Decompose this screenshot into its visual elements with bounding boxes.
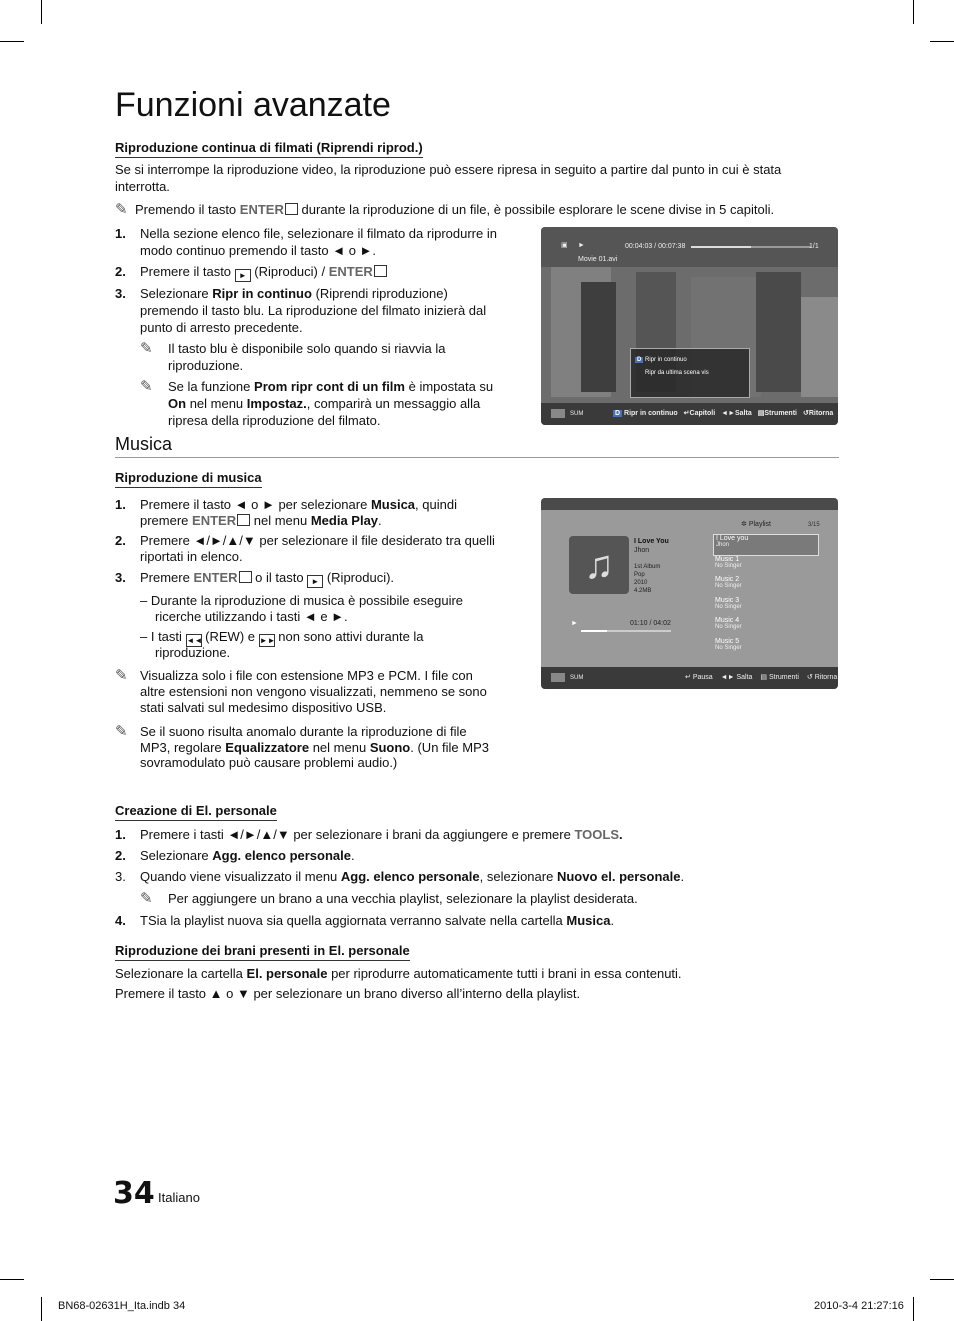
step-text: Premere il tasto ► (Riproduci) / ENTER	[140, 263, 387, 280]
step-number: 3.	[115, 869, 126, 884]
section-title: Musica	[115, 434, 173, 454]
playlist-item: I Love you Jhon	[713, 534, 819, 556]
arrows-icon: ◄►	[721, 410, 735, 417]
step-text: punto di arresto precedente.	[140, 320, 303, 335]
note-text: sovramodulato può causare problemi audio.)	[140, 755, 398, 770]
resume-option: Ripr da ultima scena vis	[645, 370, 709, 376]
note-text: riproduzione.	[168, 358, 244, 373]
playlist-item: Music 4 No Singer	[715, 617, 742, 630]
crop-mark	[913, 0, 914, 24]
enter-icon	[237, 514, 250, 526]
playback-time: 00:04:03 / 00:07:38	[625, 243, 686, 250]
step-number: 3.	[115, 570, 126, 585]
enter-icon: ↵	[683, 410, 690, 417]
step-number: 1.	[115, 827, 126, 842]
note: ✎ Se il suono risulta anomalo durante la riproduzione di file	[115, 723, 467, 740]
crop-mark	[930, 41, 954, 42]
playlist-item: Music 1 No Singer	[715, 556, 742, 569]
video-top-bar	[541, 227, 838, 267]
crop-mark	[913, 1297, 914, 1321]
section-heading: Riproduzione dei brani presenti in El. personale	[115, 943, 410, 961]
resume-popup: D Ripr in continuo Ripr da ultima scena vis	[630, 348, 750, 398]
step-text: Nella sezione elenco file, selezionare il filmato da riprodurre in	[140, 226, 497, 241]
enter-icon	[374, 265, 387, 277]
step-text: Quando viene visualizzato il menu Agg. elenco personale, selezionare Nuovo el. personale.	[140, 869, 685, 884]
page-language: Italiano	[158, 1190, 200, 1205]
note: ✎ Visualizza solo i file con estensione MP3 e PCM. I file con	[115, 667, 473, 684]
step-text: Premere i tasti ◄/►/▲/▼ per selezionare i brani da aggiungere e premere TOOLS.	[140, 827, 623, 842]
crop-mark	[0, 41, 24, 42]
intro-text: interrotta.	[115, 179, 170, 194]
song-artist: Jhon	[634, 547, 650, 554]
step-text: modo continuo premendo il tasto ◄ o ►.	[140, 243, 377, 258]
ff-icon: ►►	[259, 636, 276, 645]
arrows-icon: ◄►	[720, 674, 735, 681]
music-bottom-bar: SUM ↵ Pausa ◄► Salta ▤ Strumenti ↺ Ritorna	[541, 667, 838, 689]
note-text: On nel menu Impostaz., comparirà un messaggio alla	[168, 396, 481, 411]
step-text: Premere ◄/►/▲/▼ per selezionare il file desiderato tra quelli	[140, 533, 495, 548]
footer-file: BN68-02631H_Ita.indb 34	[58, 1300, 186, 1312]
crop-mark	[0, 1279, 24, 1280]
body-text: Premere il tasto ▲ o ▼ per selezionare un brano diverso all’interno della playlist.	[115, 986, 581, 1001]
page-number: 34	[113, 1176, 155, 1211]
step-number: 4.	[115, 913, 126, 928]
enter-icon	[285, 203, 298, 215]
usb-icon	[551, 409, 565, 418]
step-number: 2.	[115, 264, 126, 279]
progress-bar	[691, 246, 811, 248]
playlist-icon: ✲	[741, 521, 747, 528]
enter-icon	[239, 571, 252, 583]
playback-time: 01:10 / 04:02	[630, 620, 671, 627]
note-icon: ✎	[140, 378, 153, 395]
note: ✎ Per aggiungere un brano a una vecchia playlist, selezionare la playlist desiderata.	[140, 890, 638, 907]
crop-mark	[41, 0, 42, 24]
crop-mark	[41, 1297, 42, 1321]
step-number: 1.	[115, 226, 126, 241]
song-details: 1st Album Pop 2010 4.2MB	[634, 564, 661, 594]
step-text: Premere ENTER o il tasto ► (Riproduci).	[140, 570, 395, 586]
playlist-item: Music 2 No Singer	[715, 576, 742, 589]
note-icon: ✎	[115, 201, 128, 218]
step-text: Selezionare Ripr in continuo (Riprendi riproduzione)	[140, 286, 448, 301]
play-icon: ►	[578, 242, 585, 249]
crop-mark	[930, 1279, 954, 1280]
note-icon: ✎	[140, 340, 153, 357]
playlist-item: Music 5 No Singer	[715, 638, 742, 651]
playlist-count: 3/15	[808, 522, 820, 528]
file-count: 1/1	[809, 243, 819, 250]
rew-icon: ◄◄	[186, 636, 203, 645]
note-icon: ✎	[140, 890, 153, 907]
bullet-text: – I tasti ◄◄ (REW) e ►► non sono attivi durante la	[140, 629, 424, 645]
step-number: 3.	[115, 286, 126, 301]
body-text: Selezionare la cartella El. personale per riprodurre automaticamente tutti i brani in essa contenuti.	[115, 966, 682, 981]
note-text: MP3, regolare Equalizzatore nel menu Suono. (Un file MP3	[140, 740, 489, 755]
tools-icon: ▤	[760, 674, 767, 681]
intro-text: Se si interrompe la riproduzione video, la riproduzione può essere ripresa in seguito a partire dal punto in cui è stata	[115, 162, 782, 177]
video-player-screenshot	[541, 227, 838, 425]
note: ✎ Se la funzione Prom ripr cont di un film è impostata su	[140, 378, 494, 395]
playlist-item: Music 3 No Singer	[715, 597, 742, 610]
play-icon: ►	[307, 575, 323, 588]
device-name: SUM	[570, 411, 584, 417]
progress-bar	[581, 630, 671, 632]
bullet-text: – Durante la riproduzione di musica è possibile eseguire	[140, 593, 464, 608]
step-text: premendo il tasto blu. La riproduzione del filmato inizierà dal	[140, 303, 487, 318]
step-text: riportati in elenco.	[140, 549, 243, 564]
tools-icon: ▤	[757, 410, 765, 417]
blue-key-icon: D	[615, 410, 621, 417]
return-icon: ↺	[802, 410, 809, 417]
section-heading: Riproduzione di musica	[115, 470, 262, 488]
playlist-label: ✲ Playlist	[741, 521, 772, 528]
device-name: SUM	[570, 675, 584, 681]
step-number: 1.	[115, 497, 126, 512]
section-heading: Creazione di El. personale	[115, 803, 277, 821]
usb-icon	[551, 673, 565, 682]
note-icon: ✎	[115, 667, 128, 684]
footer-date: 2010-3-4 21:27:16	[814, 1300, 904, 1312]
step-number: 2.	[115, 533, 126, 548]
play-icon: ►	[235, 269, 251, 282]
video-icon: ▣	[561, 242, 568, 249]
note-text: altre estensioni non vengono visualizzati, nemmeno se sono	[140, 684, 487, 699]
step-number: 2.	[115, 848, 126, 863]
note: ✎ Il tasto blu è disponibile solo quando si riavvia la	[140, 340, 446, 357]
note-text: ripresa della riproduzione del filmato.	[168, 413, 381, 428]
file-name: Movie 01.avi	[578, 256, 618, 263]
step-text: Premere il tasto ◄ o ► per selezionare Musica, quindi	[140, 497, 457, 512]
bullet-text: ricerche utilizzando i tasti ◄ e ►.	[155, 609, 348, 624]
play-icon: ►	[571, 620, 578, 627]
step-text: premere ENTER nel menu Media Play.	[140, 513, 382, 528]
bullet-text: riproduzione.	[155, 645, 231, 660]
section-heading: Riproduzione continua di filmati (Riprendi riprod.)	[115, 140, 423, 158]
blue-key-icon: D	[637, 357, 642, 363]
song-title: I Love You	[634, 538, 669, 545]
note-text: stati salvati sul medesimo dispositivo USB.	[140, 700, 387, 715]
note: ✎ Premendo il tasto ENTER durante la riproduzione di un file, è possibile esplorare le scene divise in 5 capitoli.	[115, 201, 775, 218]
page-title: Funzioni avanzate	[115, 86, 391, 124]
video-bottom-bar: SUM D Ripr in continuo ↵Capitoli ◄►Salta ▤Strumenti ↺Ritorna	[541, 403, 838, 425]
music-player-screenshot	[541, 498, 838, 689]
divider	[115, 457, 839, 458]
note-icon: ✎	[115, 723, 128, 740]
enter-icon: ↵	[685, 674, 691, 681]
step-text: TSia la playlist nuova sia quella aggiornata verranno salvate nella cartella Musica.	[140, 913, 615, 928]
step-text: Selezionare Agg. elenco personale.	[140, 848, 355, 863]
album-art-icon: ♫	[569, 536, 629, 594]
return-icon: ↺	[806, 674, 813, 681]
